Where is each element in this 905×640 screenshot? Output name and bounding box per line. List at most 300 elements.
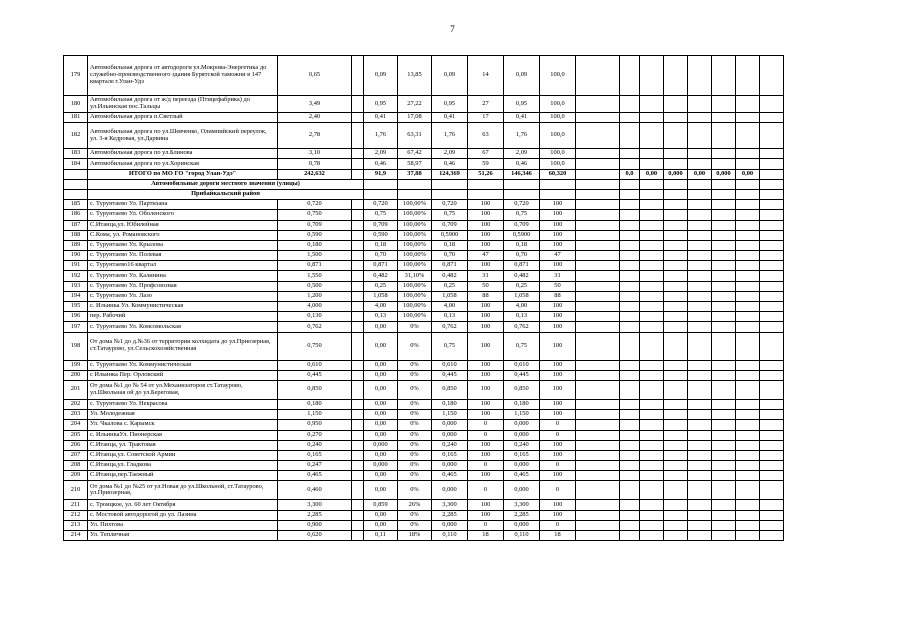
cell-value: 0,00 [364,399,398,409]
cell-blank [736,113,760,123]
table-row [64,230,784,240]
cell-blank [352,399,364,409]
cell-blank [736,420,760,430]
cell-value: 91,9 [364,169,398,179]
cell-blank [760,450,784,460]
road-name: Ул. Чкалова с. Карымск [88,420,278,430]
cell-blank [640,230,664,240]
cell-blank [760,210,784,220]
cell-value: 100 [468,302,504,312]
cell-value: 0% [398,332,432,360]
cell-blank [760,312,784,322]
cell-value: 0,465 [432,471,468,481]
cell-blank [352,230,364,240]
cell-blank [688,450,712,460]
cell-blank [712,410,736,420]
cell-blank [664,210,688,220]
row-number: 194 [64,291,88,301]
cell-blank [576,440,620,450]
cell-blank [352,210,364,220]
row-number: 198 [64,332,88,360]
cell-length: 0,900 [278,520,352,530]
cell-blank [760,96,784,113]
table-row [64,450,784,460]
cell-value: 100 [468,450,504,460]
row-number: 187 [64,220,88,230]
cell-blank [620,322,640,332]
cell-blank [620,360,640,370]
cell-blank [664,410,688,420]
cell-blank [620,471,640,481]
cell-blank [664,399,688,409]
cell-value: 0,165 [432,450,468,460]
cell-blank [352,370,364,380]
cell-value: 0 [468,461,504,471]
cell-blank [688,302,712,312]
cell-length: 0,500 [278,281,352,291]
cell-value: 63 [468,123,504,149]
cell-value: 0% [398,481,432,500]
cell-value: 0% [398,399,432,409]
row-number: 214 [64,531,88,541]
cell-blank [688,189,712,199]
cell-value: 100 [540,370,576,380]
cell-length: 1,500 [278,251,352,261]
cell-value: 100 [540,399,576,409]
cell-blank [432,189,468,199]
road-name: с. Турунтаево Ул. Партизана [88,200,278,210]
table-row [64,291,784,301]
cell-value: 100 [468,230,504,240]
cell-blank [664,332,688,360]
row-number: 211 [64,500,88,510]
cell-blank [688,281,712,291]
cell-blank [640,240,664,250]
road-name: Автомобильная дорога от ж/д переезда (Птицефабрика) до ул.Ильинская пос.Тальцы [88,96,278,113]
table-row [64,302,784,312]
cell-blank [736,531,760,541]
cell-blank [640,360,664,370]
cell-value: 146,346 [504,169,540,179]
cell-blank [620,370,640,380]
cell-value: 100 [540,220,576,230]
cell-value: 0 [468,430,504,440]
cell-value: 0,000 [432,520,468,530]
cell-value: 0 [540,430,576,440]
cell-blank [712,240,736,250]
cell-blank [64,189,88,199]
cell-value: 2,285 [504,510,540,520]
cell-value: 0,25 [504,281,540,291]
cell-blank [760,113,784,123]
cell-blank [712,96,736,113]
cell-blank [576,230,620,240]
cell-blank [760,420,784,430]
road-name: Автомобильная дорога по ул.Шевченко, Олимпийский переулок, ул. 3-я Кедровая, ул.Дарвина [88,123,278,149]
cell-value: 0,75 [432,210,468,220]
road-name: Ул. Молодежная [88,410,278,420]
cell-blank [398,179,432,189]
cell-value: 0,09 [364,56,398,96]
cell-value: 100 [540,230,576,240]
cell-blank [620,399,640,409]
cell-value: 0% [398,410,432,420]
cell-blank [352,332,364,360]
cell-blank [664,360,688,370]
page-number: 7 [450,24,455,34]
cell-value: 88 [468,291,504,301]
cell-value: 3,300 [432,500,468,510]
cell-value: 1,76 [432,123,468,149]
cell-length: 2,40 [278,113,352,123]
cell-blank [712,159,736,169]
cell-value: 0% [398,420,432,430]
road-name: с. Турунтаево Ул. Коммунистическая [88,360,278,370]
row-number: 188 [64,230,88,240]
cell-blank [736,440,760,450]
cell-blank [760,510,784,520]
table-row [64,520,784,530]
section-row [64,179,784,189]
cell-blank [688,481,712,500]
road-name: С.Итанца, ул. Трактовая [88,440,278,450]
cell-value: 47 [540,251,576,261]
table-row [64,159,784,169]
cell-blank [352,159,364,169]
cell-value: 0,18 [364,240,398,250]
cell-blank [540,189,576,199]
cell-blank [664,531,688,541]
cell-blank [688,56,712,96]
cell-value: 0,5900 [504,230,540,240]
cell-value: 100 [468,210,504,220]
cell-blank [736,399,760,409]
table-row [64,399,784,409]
cell-blank [760,149,784,159]
cell-blank [760,159,784,169]
cell-value: 31,10% [398,271,432,281]
cell-value: 0 [540,420,576,430]
cell-blank [760,500,784,510]
cell-blank [760,169,784,179]
road-name: с. Мостовой автодорогой до ул. Лазина [88,510,278,520]
cell-blank [688,251,712,261]
cell-blank [640,210,664,220]
cell-blank [620,510,640,520]
cell-blank [736,281,760,291]
cell-value: 100 [468,312,504,322]
road-name: Автомобильная дорога по ул.Блинова [88,149,278,159]
cell-blank [352,440,364,450]
cell-blank [576,370,620,380]
cell-blank [760,261,784,271]
cell-value: 0,180 [504,399,540,409]
cell-blank [576,113,620,123]
row-number: 204 [64,420,88,430]
cell-blank [736,200,760,210]
cell-value: 50 [468,281,504,291]
cell-blank [620,430,640,440]
cell-blank [712,430,736,440]
cell-blank [576,96,620,113]
cell-blank [712,179,736,189]
cell-value: 0 [468,520,504,530]
cell-length: 0,850 [278,380,352,399]
table-row [64,210,784,220]
cell-value: 2,09 [504,149,540,159]
cell-blank [352,420,364,430]
cell-blank [760,440,784,450]
cell-blank [620,461,640,471]
table-row [64,360,784,370]
road-name: Ул. Тепличная [88,531,278,541]
cell-blank [664,261,688,271]
cell-value: 100 [540,410,576,420]
cell-blank [736,322,760,332]
cell-blank [688,149,712,159]
cell-blank [620,220,640,230]
cell-blank [712,360,736,370]
cell-blank [640,531,664,541]
cell-value: 0,610 [432,360,468,370]
table-row [64,261,784,271]
cell-blank [504,179,540,189]
cell-blank [664,380,688,399]
cell-blank [364,179,398,189]
cell-blank [664,420,688,430]
cell-blank [736,251,760,261]
cell-blank [712,281,736,291]
cell-blank [712,461,736,471]
road-name: Автомобильная дорога от автодороги ул.Мокрова-Энергетика до служебно-производственного здания Бурятской таможни в 147 квартале г.Улан-Удэ [88,56,278,96]
cell-blank [688,322,712,332]
road-name: с Ильинка Пер. Орловский [88,370,278,380]
cell-blank [736,481,760,500]
cell-value: 0,000 [664,169,688,179]
cell-value: 0% [398,430,432,440]
cell-blank [620,380,640,399]
cell-value: 0,000 [432,420,468,430]
cell-blank [664,200,688,210]
cell-value: 100,00% [398,230,432,240]
total-label: ИТОГО по МО ГО "город Улан-Удэ" [88,169,278,179]
cell-value: 100 [540,380,576,399]
cell-blank [640,461,664,471]
cell-blank [64,179,88,189]
cell-value: 0% [398,360,432,370]
cell-value: 51,26 [468,169,504,179]
table-row [64,240,784,250]
cell-length: 0,240 [278,440,352,450]
row-number: 212 [64,510,88,520]
cell-blank [468,179,504,189]
cell-blank [620,189,640,199]
cell-blank [352,450,364,460]
cell-blank [576,360,620,370]
cell-value: 0,41 [432,113,468,123]
cell-blank [540,179,576,189]
row-number: 186 [64,210,88,220]
cell-value: 18 [540,531,576,541]
cell-blank [664,461,688,471]
cell-blank [712,56,736,96]
cell-blank [760,302,784,312]
cell-blank [620,281,640,291]
cell-blank [364,189,398,199]
cell-blank [576,312,620,322]
row-number: 180 [64,96,88,113]
cell-value: 26% [398,500,432,510]
cell-value: 2,09 [432,149,468,159]
cell-blank [688,210,712,220]
row-number: 206 [64,440,88,450]
cell-value: 100 [468,200,504,210]
cell-blank [664,312,688,322]
row-number: 181 [64,113,88,123]
cell-blank [620,312,640,322]
cell-blank [620,200,640,210]
cell-value: 1,150 [504,410,540,420]
cell-blank [760,370,784,380]
table-row [64,500,784,510]
table-row [64,123,784,149]
cell-blank [664,251,688,261]
road-name: с. Турунтаево Ул. Полевая [88,251,278,261]
road-name: с. Турунтаево Ул. Некрасова [88,399,278,409]
cell-blank [576,220,620,230]
cell-blank [620,440,640,450]
cell-blank [736,471,760,481]
cell-blank [576,179,620,189]
cell-value: 100,00% [398,312,432,322]
cell-value: 100 [540,240,576,250]
cell-value: 47 [468,251,504,261]
cell-blank [576,420,620,430]
cell-blank [576,302,620,312]
cell-value: 0,00 [364,332,398,360]
cell-length: 0,620 [278,531,352,541]
road-name: От дома №1 до №25 от ул.Новая до ул.Школьной, ст.Татаурово, ул.Приозерная, [88,481,278,500]
row-number: 195 [64,302,88,312]
cell-blank [352,461,364,471]
cell-blank [664,430,688,440]
cell-value: 0,09 [432,56,468,96]
cell-value: 0,445 [432,370,468,380]
cell-value: 100 [468,322,504,332]
cell-blank [576,200,620,210]
cell-value: 100 [468,500,504,510]
total-row [64,169,784,179]
cell-blank [712,230,736,240]
cell-value: 100 [468,332,504,360]
cell-value: 100,0 [540,149,576,159]
cell-blank [352,520,364,530]
row-number: 200 [64,370,88,380]
cell-value: 60,320 [540,169,576,179]
cell-value: 0,00 [364,520,398,530]
cell-blank [576,481,620,500]
cell-value: 0,25 [432,281,468,291]
cell-blank [688,332,712,360]
cell-blank [352,291,364,301]
cell-blank [736,332,760,360]
cell-blank [760,481,784,500]
cell-value: 0,70 [432,251,468,261]
cell-value: 0% [398,510,432,520]
cell-blank [640,332,664,360]
cell-blank [712,113,736,123]
road-name: с. Ильинка Ул. Коммунистическая [88,302,278,312]
cell-value: 1,76 [364,123,398,149]
cell-length: 0,610 [278,360,352,370]
cell-blank [664,189,688,199]
cell-blank [760,520,784,530]
cell-blank [712,261,736,271]
cell-value: 100,00% [398,240,432,250]
cell-value: 100 [468,440,504,450]
cell-blank [620,271,640,281]
cell-length: 0,180 [278,240,352,250]
cell-blank [576,251,620,261]
cell-blank [664,291,688,301]
cell-blank [576,240,620,250]
road-name: с. Турунтаево Ул. Комсомольская [88,322,278,332]
cell-blank [640,481,664,500]
cell-blank [760,531,784,541]
cell-value: 0,720 [504,200,540,210]
cell-blank [352,56,364,96]
cell-value: 0% [398,380,432,399]
cell-blank [712,520,736,530]
cell-blank [620,302,640,312]
cell-blank [620,481,640,500]
cell-blank [620,230,640,240]
cell-blank [620,113,640,123]
cell-value: 0,41 [364,113,398,123]
cell-value: 0% [398,440,432,450]
road-name: пер. Рабочий [88,312,278,322]
cell-length: 0,465 [278,471,352,481]
cell-value: 100 [540,302,576,312]
cell-value: 4,00 [364,302,398,312]
road-name: Ул. Пихтова [88,520,278,530]
cell-value: 0,41 [504,113,540,123]
cell-value: 0,859 [364,500,398,510]
cell-blank [688,312,712,322]
cell-value: 0,00 [364,380,398,399]
cell-blank [576,281,620,291]
cell-blank [640,261,664,271]
row-number: 182 [64,123,88,149]
cell-value: 0,11 [364,531,398,541]
cell-value: 100,00% [398,210,432,220]
cell-blank [664,450,688,460]
cell-blank [760,179,784,189]
cell-blank [688,531,712,541]
cell-blank [664,370,688,380]
road-name: С.Итанца,ул. Юбилейная [88,220,278,230]
table-row [64,312,784,322]
row-number: 185 [64,200,88,210]
cell-blank [736,96,760,113]
cell-value: 0,850 [432,380,468,399]
cell-value: 100 [468,471,504,481]
cell-value: 0,00 [364,360,398,370]
cell-blank [712,200,736,210]
cell-blank [576,189,620,199]
cell-blank [712,370,736,380]
cell-blank [712,302,736,312]
